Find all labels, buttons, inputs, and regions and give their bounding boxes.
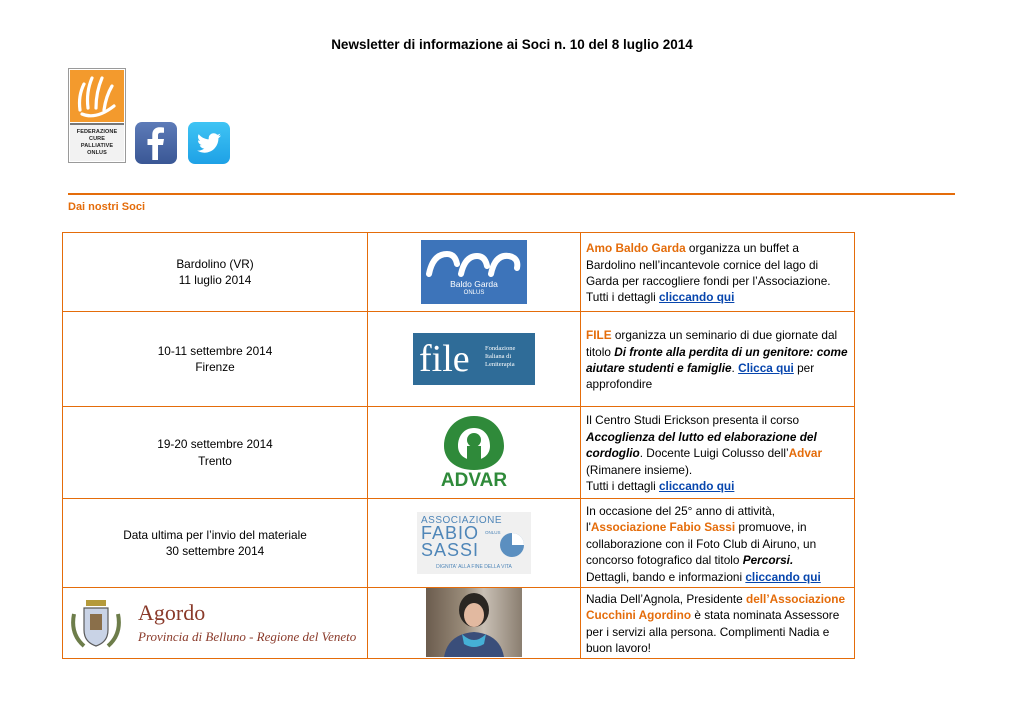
contest-title: Percorsi. [742,553,794,568]
event-logo [368,499,581,588]
agordo-cell [63,588,368,659]
table-row [63,312,855,407]
table-row [63,233,855,312]
org-name: Amo Baldo Garda [586,241,686,256]
hand-icon [70,70,126,122]
seminar-title: Di fronte alla perdita di un genitore: come aiutare studenti e famiglie [586,344,848,375]
event-when: Bardolino (VR) 11 luglio 2014 [63,233,368,312]
section-divider [68,193,955,195]
agordo-logo: Agordo Provincia di Belluno - Regione del Veneto [66,593,364,653]
event-description: Amo Baldo Garda organizza un buffet a Bardolino nell’incantevole cornice del lago di Garda per raccogliere fondi per l’Associazione. Tutti i dettagli cliccando qui [581,233,855,312]
advar-logo: ADVAR [434,414,514,492]
person-photo-icon [426,588,522,657]
fabio-sassi-logo: ASSOCIAZIONE FABIO SASSI ONLUS DIGNITA' ALLA FINE DELLA VITA [417,512,531,574]
org-name: Associazione Fabio Sassi [590,520,736,535]
org-name: Advar [788,446,823,461]
event-description: Nadia Dell’Agnola, Presidente dell’Associazione Cucchini Agordino è stata nominata Assessore per i servizi alla persona. Complimenti Nadia e buon lavoro! [581,588,855,659]
event-logo [368,233,581,312]
portrait-photo [426,588,522,657]
file-logo: file Fondazione Italiana di Leniterapia [413,333,535,385]
event-description: In occasione del 25° anno di attività, l'Associazione Fabio Sassi promuove, in collaborazione con il Foto Club di Airuno, un concorso fotografico dal titolo Percorsi. Dettagli, bando e informazioni cliccando qui [581,499,855,588]
twitter-icon[interactable] [188,122,230,164]
federazione-cure-palliative-logo [68,68,126,163]
event-logo [368,407,581,499]
event-when: 19-20 settembre 2014 Trento [63,407,368,499]
org-name: FILE [586,328,612,343]
sassi-emblem-icon [499,532,525,558]
details-link[interactable]: Clicca qui [738,361,794,375]
coat-of-arms-icon [68,594,124,652]
newsletter-title: Newsletter di informazione ai Soci n. 10 del 8 luglio 2014 [331,37,693,52]
event-description: Il Centro Studi Erickson presenta il corso Accoglienza del lutto ed elaborazione del cordoglio. Docente Luigi Colusso dell’Advar (Rimanere insieme). Tutti i dettagli cliccando qui [581,407,855,499]
details-link[interactable]: cliccando qui [745,569,821,584]
section-title: Dai nostri Soci [68,201,146,213]
hands-logo-area [70,70,124,122]
event-when: Data ultima per l’invio del materiale 30 settembre 2014 [63,499,368,588]
org-name: dell’Associazione Cucchini Agordino [586,592,846,623]
table-row [63,588,855,659]
baldo-garda-logo: Baldo Garda ONLUS [421,240,527,304]
advar-emblem-icon [434,414,514,472]
portrait-cell [368,588,581,659]
facebook-icon[interactable] [135,122,177,164]
event-when: 10-11 settembre 2014 Firenze [63,312,368,407]
logo-text: FEDERAZIONE CURE PALLIATIVE ONLUS [70,123,124,161]
details-link[interactable]: cliccando qui [659,290,735,305]
wave-icon [421,244,527,284]
course-title: Accoglienza del lutto ed elaborazione del cordoglio [586,429,817,461]
table-row [63,499,855,588]
event-description: FILE organizza un seminario di due giornate dal titolo Di fronte alla perdita di un genitore: come aiutare studenti e famiglie. Clicca qui per approfondire [581,312,855,407]
event-logo [368,312,581,407]
events-table [62,232,855,659]
table-row [63,407,855,499]
details-link[interactable]: cliccando qui [659,479,735,494]
